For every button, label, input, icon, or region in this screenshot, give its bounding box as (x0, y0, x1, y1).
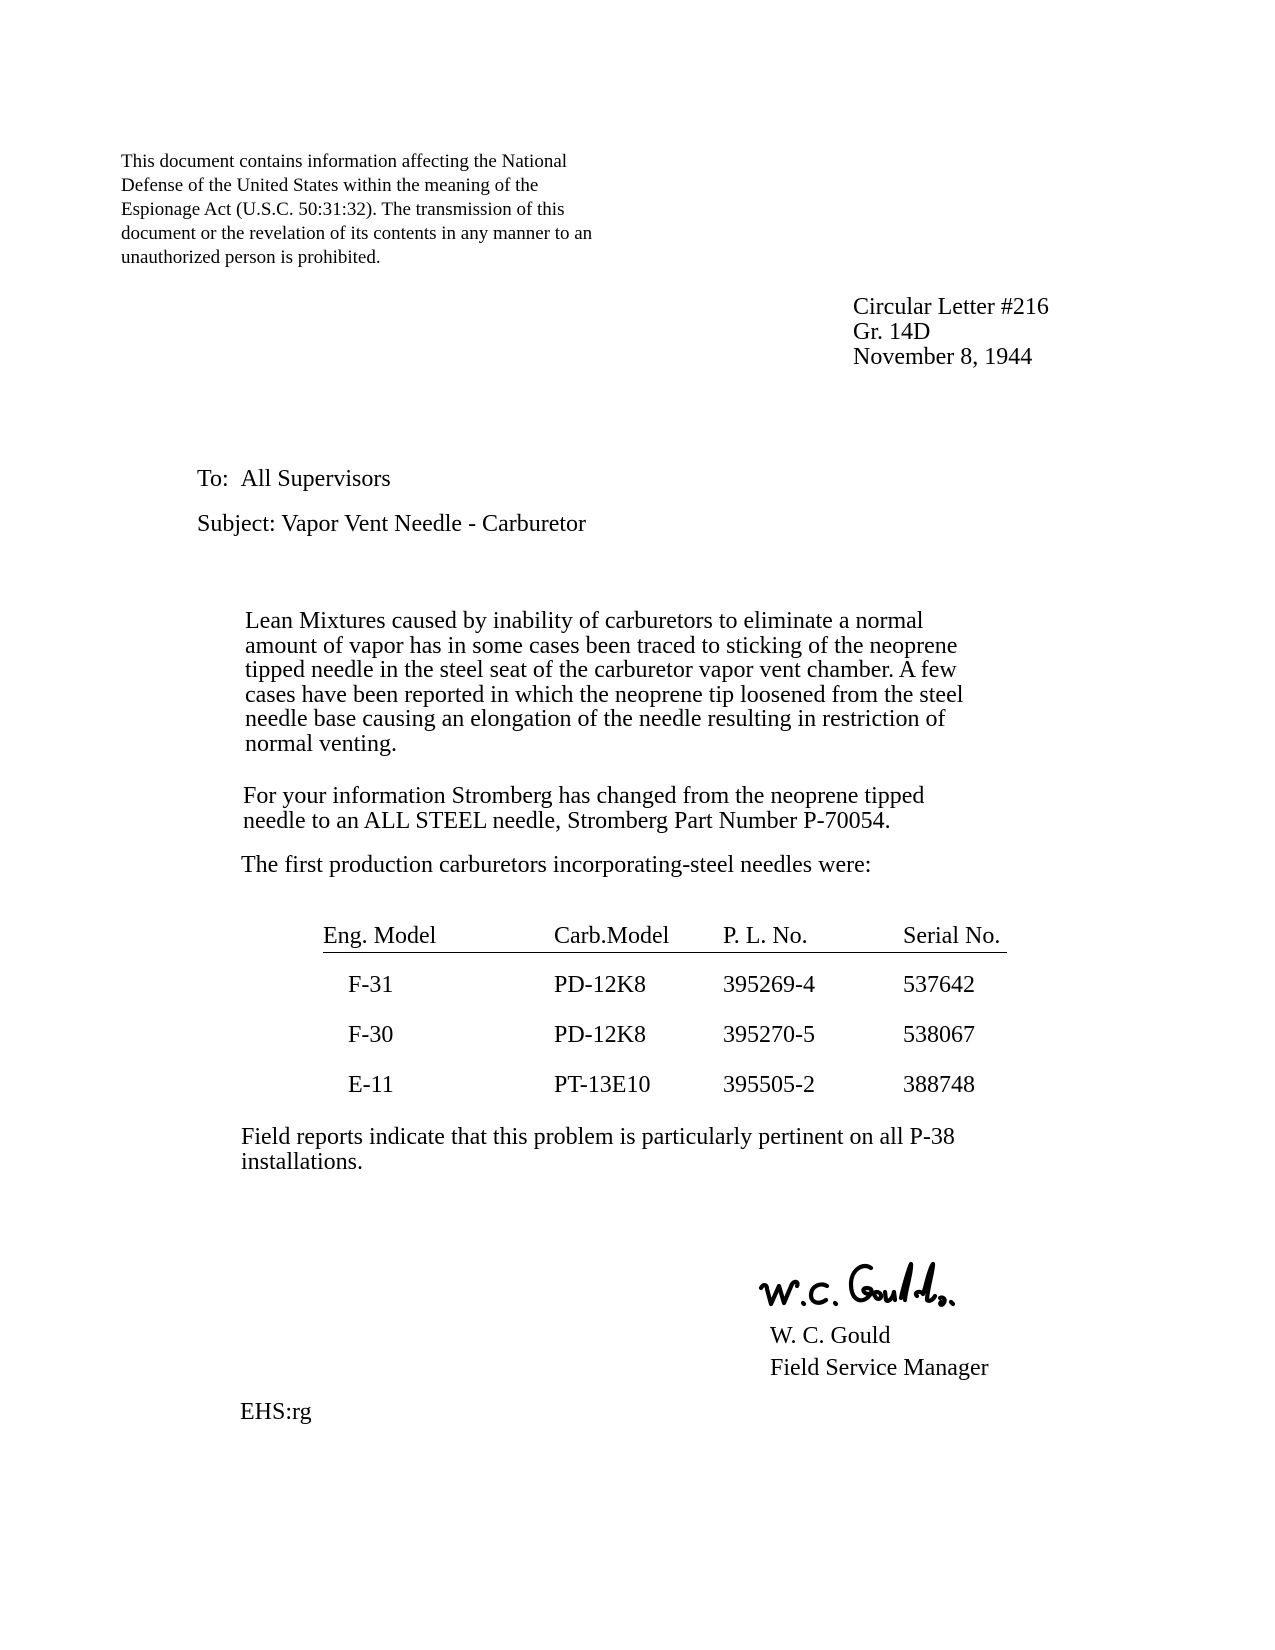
paragraph-line: Field reports indicate that this problem is particularly pertinent on all P-38 (241, 1124, 955, 1150)
cell-eng-model: F-30 (348, 1022, 394, 1048)
body-paragraph-2 (243, 784, 924, 833)
column-header-pl-no: P. L. No. (723, 923, 808, 949)
cell-serial-no: 388748 (903, 1072, 975, 1098)
paragraph-line: installations. (241, 1148, 363, 1175)
notice-line: Defense of the United States within the meaning of the (121, 175, 539, 196)
subject-value: Vapor Vent Needle - Carburetor (281, 511, 587, 537)
signer-title: Field Service Manager (770, 1355, 989, 1381)
notice-line: document or the revelation of its contents in any manner to an (121, 223, 593, 244)
subject-label: Subject: (197, 511, 276, 537)
notice-line: Espionage Act (U.S.C. 50:31:32). The transmission of this (121, 199, 565, 220)
body-paragraph-3 (241, 853, 871, 878)
cell-carb-model: PD-12K8 (554, 1022, 647, 1048)
paragraph-line: tipped needle in the steel seat of the carburetor vapor vent chamber. A few (245, 657, 957, 683)
cell-serial-no: 537642 (903, 972, 975, 998)
table-row (323, 1021, 1007, 1071)
column-header-serial-no: Serial No. (903, 923, 1001, 949)
notice-line: This document contains information affecting the National (121, 151, 568, 172)
cell-pl-no: 395269-4 (723, 972, 815, 998)
cell-carb-model: PT-13E10 (554, 1072, 651, 1098)
paragraph-line: cases have been reported in which the neoprene tip loosened from the steel (245, 681, 964, 708)
group-code: Gr. 14D (853, 319, 931, 345)
to-label: To: (197, 466, 229, 492)
column-header-carb-model: Carb.Model (554, 923, 670, 949)
paragraph-line: amount of vapor has in some cases been traced to sticking of the neoprene (245, 632, 958, 659)
circular-letter-number: Circular Letter #216 (853, 294, 1049, 320)
cell-eng-model: E-11 (348, 1072, 394, 1098)
paragraph-line: For your information Stromberg has changed from the neoprene tipped (243, 783, 925, 809)
letter-date: November 8, 1944 (853, 344, 1033, 370)
handwritten-signature (755, 1258, 980, 1320)
column-header-eng-model: Eng. Model (323, 923, 437, 949)
paragraph-line: normal venting. (245, 730, 397, 757)
table-row (323, 971, 1007, 1021)
cell-serial-no: 538067 (903, 1022, 975, 1048)
notice-line: unauthorized person is prohibited. (121, 247, 381, 268)
cell-eng-model: F-31 (348, 972, 394, 998)
body-paragraph-4 (241, 1125, 955, 1174)
paragraph-line: needle base causing an elongation of the needle resulting in restriction of (245, 706, 946, 732)
to-recipients: All Supervisors (240, 466, 391, 492)
subject-line (197, 510, 586, 538)
cell-pl-no: 395270-5 (723, 1022, 815, 1048)
security-notice (121, 150, 661, 270)
carburetor-table (323, 922, 1007, 1121)
table-row (323, 1071, 1007, 1121)
body-paragraph-1 (245, 609, 963, 756)
signer-block (770, 1320, 989, 1384)
paragraph-line: The first production carburetors incorporating-steel needles were: (241, 852, 872, 878)
typist-initials: EHS:rg (240, 1399, 312, 1425)
reference-block (853, 295, 1049, 370)
table-header (323, 922, 1007, 953)
to-line (197, 465, 391, 493)
cell-carb-model: PD-12K8 (554, 972, 647, 998)
paragraph-line: Lean Mixtures caused by inability of carburetors to eliminate a normal (245, 608, 924, 634)
cell-pl-no: 395505-2 (723, 1072, 815, 1098)
signer-name: W. C. Gould (770, 1323, 891, 1349)
paragraph-line: needle to an ALL STEEL needle, Stromberg Part Number P-70054. (243, 807, 891, 834)
